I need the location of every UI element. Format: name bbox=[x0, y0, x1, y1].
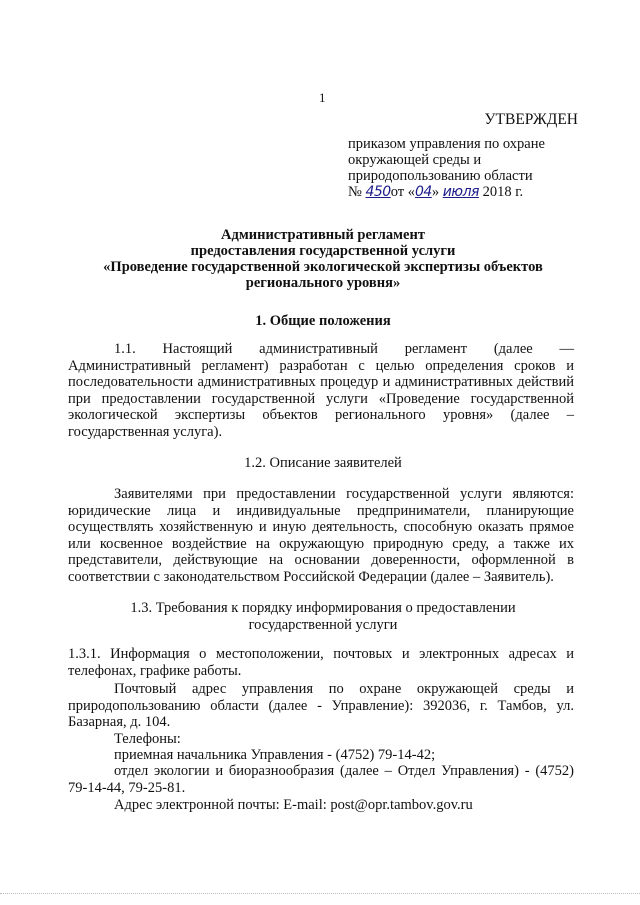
year: 2018 г. bbox=[482, 184, 524, 200]
phones-label: Телефоны: bbox=[114, 731, 181, 747]
section-heading-line: государственной услуги bbox=[248, 617, 398, 633]
section-heading-line: 1.3. Требования к порядку информирования о предоставлении bbox=[130, 600, 516, 616]
approval-header: УТВЕРЖДЕН bbox=[484, 111, 578, 128]
paragraph-postal-address: Почтовый адрес управления по охране окружающей среды и природопользованию области (далее - Управление): 392036, г. Тамбов, ул. Базарная, д. 104. bbox=[68, 681, 574, 730]
title-line: предоставления государственной услуги bbox=[190, 243, 456, 259]
approval-line: природопользованию области bbox=[348, 168, 533, 184]
approval-number-line bbox=[348, 184, 588, 200]
scan-edge-artifact bbox=[0, 893, 640, 895]
email-line: Адрес электронной почты: E-mail: post@opr.tambov.gov.ru bbox=[114, 797, 473, 813]
title-line: регионального уровня» bbox=[245, 275, 401, 291]
page-number: 1 bbox=[319, 90, 326, 105]
approval-block bbox=[348, 112, 588, 200]
from-label: от « bbox=[390, 184, 415, 200]
title-line: «Проведение государственной экологической экспертизы объектов bbox=[103, 259, 543, 275]
paragraph-1-3-1: 1.3.1. Информация о местоположении, почтовых и электронных адресах и телефонах, графике работы. bbox=[68, 646, 574, 679]
number-sign: № bbox=[348, 184, 362, 200]
phone-line: отдел экологии и биоразнообразия (далее – Отдел Управления) - (4752) 79-14-44, 79-25-81. bbox=[68, 763, 574, 796]
phone-line: приемная начальника Управления - (4752) 79-14-42; bbox=[114, 747, 436, 763]
paragraph-applicants: Заявителями при предоставлении государственной услуги являются: юридические лица и индивидуальные предприниматели, планирующие осуществлять хозяйственную и иную деятельность, способную оказать прямое или косвенное воздействие на окружающую природную среду, а также их представители, действующие на основании доверенности, оформленной в соответствии с законодательством Российской Федерации (далее – Заявитель). bbox=[68, 486, 574, 585]
handwritten-month: июля bbox=[442, 184, 479, 200]
paragraph-1-1: 1.1. Настоящий административный регламент (далее — Административный регламент) разработан с целью определения сроков и последовательности административных процедур и административных действий при предоставлении государственной услуги «Проведение государственной экологической экспертизы объектов регионального уровня» (далее – государственная услуга). bbox=[68, 341, 574, 440]
close-quote: » bbox=[431, 184, 440, 200]
approval-line: окружающей среды и bbox=[348, 152, 482, 168]
approval-line: приказом управления по охране bbox=[348, 136, 545, 152]
document-title bbox=[60, 227, 586, 291]
title-line: Административный регламент bbox=[221, 227, 425, 243]
section-heading: 1.2. Описание заявителей bbox=[244, 455, 402, 471]
handwritten-number: 450 bbox=[365, 184, 391, 200]
section-heading: 1. Общие положения bbox=[255, 313, 391, 329]
handwritten-day: 04 bbox=[414, 184, 432, 200]
